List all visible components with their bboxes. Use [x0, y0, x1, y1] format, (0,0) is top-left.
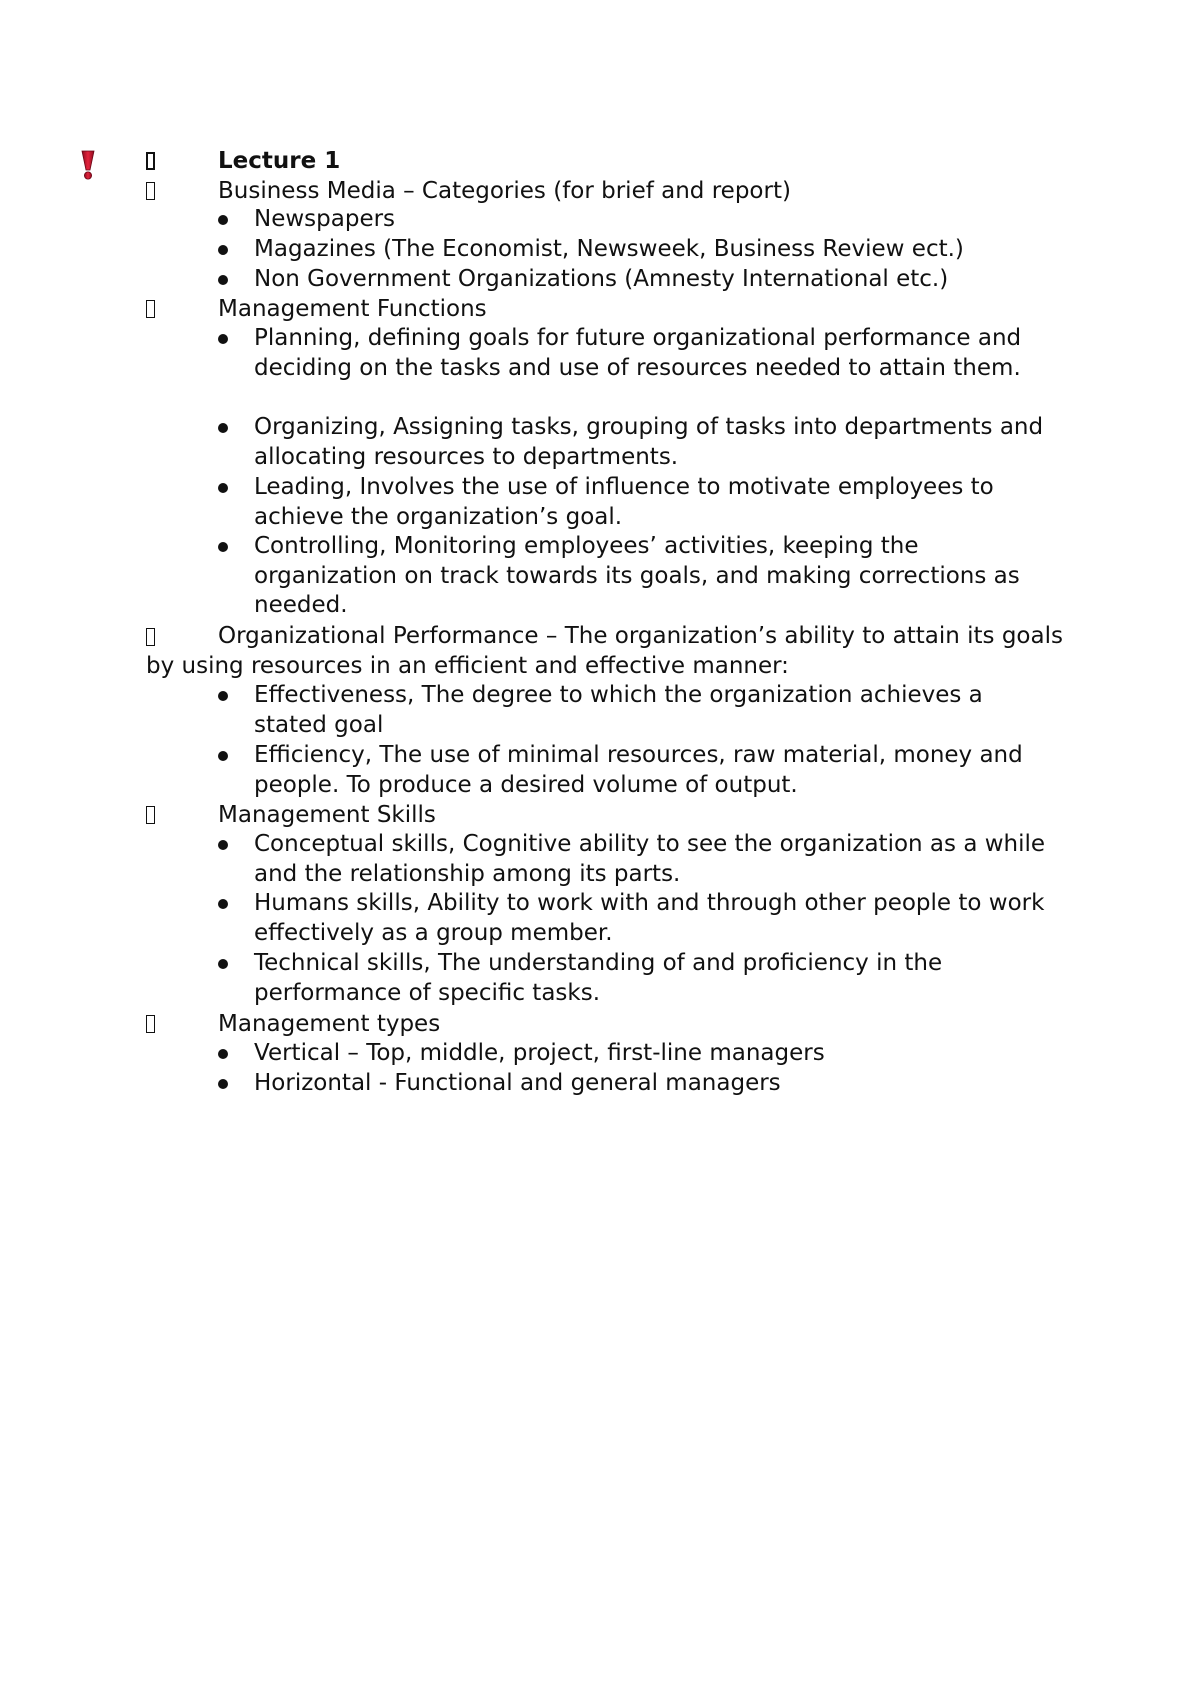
bullet-icon: [218, 1079, 228, 1089]
exclamation-icon: [80, 150, 96, 180]
section-heading: Lecture 1: [218, 148, 341, 174]
list-item-text: Efficiency, The use of minimal resources, raw material, money and people. To produce a desired volume of output.: [254, 742, 1023, 798]
list-item-text: Newspapers: [254, 206, 396, 232]
list-item-text: Effectiveness, The degree to which the organization achieves a stated goal: [254, 682, 983, 738]
square-marker-icon: [146, 300, 155, 318]
section-heading: Management Functions: [218, 296, 487, 322]
bullet-icon: [218, 840, 228, 850]
bullet-icon: [218, 691, 228, 701]
square-marker-icon: [146, 806, 155, 824]
bullet-icon: [218, 959, 228, 969]
bullet-icon: [218, 215, 228, 225]
list-item-text: Organizing, Assigning tasks, grouping of tasks into departments and allocating resources to departments.: [254, 414, 1044, 470]
square-marker-icon: [146, 182, 155, 200]
bullet-icon: [218, 275, 228, 285]
bullet-icon: [218, 245, 228, 255]
bullet-icon: [218, 899, 228, 909]
list-item-text: Conceptual skills, Cognitive ability to see the organization as a while and the relationship among its parts.: [254, 831, 1046, 887]
list-item-text: Magazines (The Economist, Newsweek, Business Review ect.): [254, 236, 964, 262]
bullet-icon: [218, 483, 228, 493]
square-marker-icon: [146, 1015, 155, 1033]
list-item-text: Vertical – Top, middle, project, first-line managers: [254, 1040, 825, 1066]
section-heading: Management Skills: [218, 802, 436, 828]
square-marker-icon: [146, 152, 155, 170]
list-item-text: Controlling, Monitoring employees’ activities, keeping the organization on track towards its goals, and making corrections as needed.: [254, 533, 1020, 619]
section-heading: Management types: [218, 1011, 441, 1037]
list-item-text: Humans skills, Ability to work with and through other people to work effectively as a group member.: [254, 890, 1045, 946]
list-item-text: Planning, defining goals for future organizational performance and deciding on the tasks and use of resources needed to attain them.: [254, 325, 1022, 381]
list-item-text: Horizontal - Functional and general managers: [254, 1070, 781, 1096]
list-item-text: Technical skills, The understanding of and proficiency in the performance of specific tasks.: [254, 950, 943, 1006]
bullet-icon: [218, 751, 228, 761]
bullet-icon: [218, 542, 228, 552]
list-item-text: Non Government Organizations (Amnesty International etc.): [254, 266, 949, 292]
section-heading: Business Media – Categories (for brief and report): [218, 178, 791, 204]
bullet-icon: [218, 1049, 228, 1059]
bullet-icon: [218, 423, 228, 433]
list-item-text: Leading, Involves the use of influence to motivate employees to achieve the organization’s goal.: [254, 474, 994, 530]
section-heading: Organizational Performance – The organization’s ability to attain its goals by using resources in an efficient and effective manner:: [146, 623, 1063, 679]
bullet-icon: [218, 334, 228, 344]
